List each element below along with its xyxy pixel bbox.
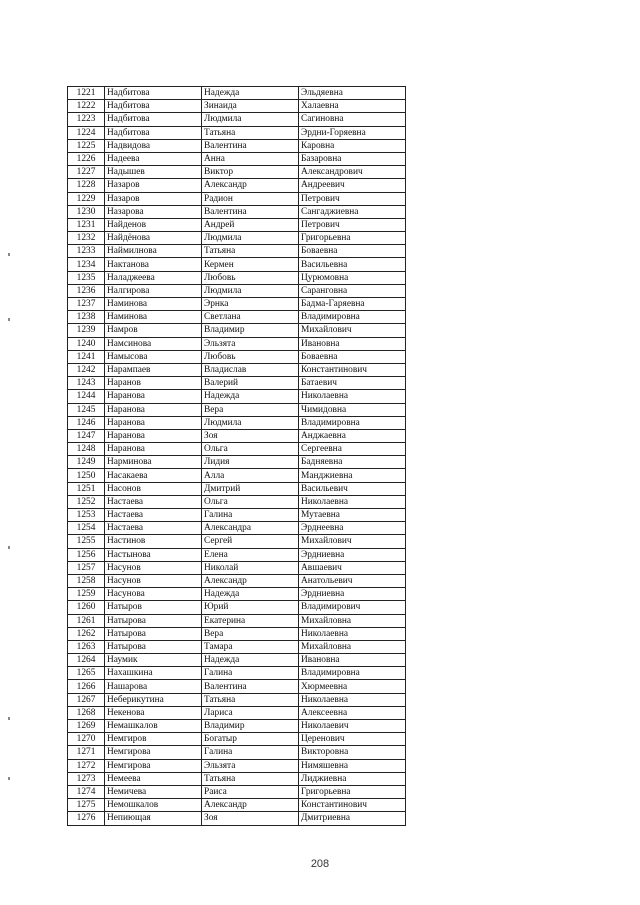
patronymic-cell: Сангаджиевна bbox=[299, 205, 406, 218]
table-row bbox=[68, 482, 406, 495]
table-row bbox=[68, 522, 406, 535]
last-name-cell: Немгирова bbox=[105, 746, 202, 759]
patronymic-cell: Васильевна bbox=[299, 258, 406, 271]
row-number-cell: 1252 bbox=[68, 495, 105, 508]
row-number-cell: 1223 bbox=[68, 113, 105, 126]
row-number-cell: 1272 bbox=[68, 759, 105, 772]
table-row bbox=[68, 179, 406, 192]
first-name-cell: Светлана bbox=[202, 311, 299, 324]
first-name-cell: Сергей bbox=[202, 535, 299, 548]
table-row bbox=[68, 574, 406, 587]
last-name-cell: Наладжеева bbox=[105, 271, 202, 284]
table-row bbox=[68, 680, 406, 693]
patronymic-cell: Александрович bbox=[299, 166, 406, 179]
first-name-cell: Любовь bbox=[202, 271, 299, 284]
patronymic-cell: Бадняевна bbox=[299, 456, 406, 469]
patronymic-cell: Саранговна bbox=[299, 284, 406, 297]
last-name-cell: Насакаева bbox=[105, 469, 202, 482]
row-number-cell: 1249 bbox=[68, 456, 105, 469]
row-number-cell: 1268 bbox=[68, 706, 105, 719]
row-number-cell: 1224 bbox=[68, 126, 105, 139]
patronymic-cell: Анатольевич bbox=[299, 574, 406, 587]
last-name-cell: Немошкалов bbox=[105, 799, 202, 812]
first-name-cell: Надежда bbox=[202, 87, 299, 100]
first-name-cell: Богатыр bbox=[202, 733, 299, 746]
patronymic-cell: Дмитриевна bbox=[299, 812, 406, 825]
first-name-cell: Владимир bbox=[202, 324, 299, 337]
patronymic-cell: Ивановна bbox=[299, 337, 406, 350]
table-row bbox=[68, 785, 406, 798]
patronymic-cell: Николаевна bbox=[299, 627, 406, 640]
first-name-cell: Александра bbox=[202, 522, 299, 535]
row-number-cell: 1246 bbox=[68, 416, 105, 429]
first-name-cell: Раиса bbox=[202, 785, 299, 798]
table-row bbox=[68, 588, 406, 601]
patronymic-cell: Николаевна bbox=[299, 390, 406, 403]
first-name-cell: Андрей bbox=[202, 218, 299, 231]
row-number-cell: 1274 bbox=[68, 785, 105, 798]
row-number-cell: 1265 bbox=[68, 667, 105, 680]
row-number-cell: 1226 bbox=[68, 152, 105, 165]
row-number-cell: 1234 bbox=[68, 258, 105, 271]
patronymic-cell: Михайловна bbox=[299, 640, 406, 653]
table-row bbox=[68, 693, 406, 706]
last-name-cell: Наранова bbox=[105, 443, 202, 456]
row-number-cell: 1273 bbox=[68, 772, 105, 785]
patronymic-cell: Николаевна bbox=[299, 495, 406, 508]
last-name-cell: Наймилнова bbox=[105, 245, 202, 258]
table-row bbox=[68, 337, 406, 350]
row-number-cell: 1248 bbox=[68, 443, 105, 456]
first-name-cell: Зоя bbox=[202, 429, 299, 442]
first-name-cell: Александр bbox=[202, 574, 299, 587]
first-name-cell: Алла bbox=[202, 469, 299, 482]
last-name-cell: Наранова bbox=[105, 429, 202, 442]
patronymic-cell: Васильевич bbox=[299, 482, 406, 495]
first-name-cell: Надежда bbox=[202, 390, 299, 403]
first-name-cell: Ольга bbox=[202, 495, 299, 508]
patronymic-cell: Ивановна bbox=[299, 654, 406, 667]
table-row bbox=[68, 87, 406, 100]
patronymic-cell: Петрович bbox=[299, 192, 406, 205]
patronymic-cell: Бовaевна bbox=[299, 245, 406, 258]
margin-speck bbox=[8, 717, 10, 720]
table-row bbox=[68, 403, 406, 416]
last-name-cell: Наранова bbox=[105, 416, 202, 429]
last-name-cell: Наминова bbox=[105, 298, 202, 311]
patronymic-cell: Лиджиевна bbox=[299, 772, 406, 785]
first-name-cell: Анна bbox=[202, 152, 299, 165]
row-number-cell: 1242 bbox=[68, 363, 105, 376]
row-number-cell: 1262 bbox=[68, 627, 105, 640]
first-name-cell: Надежда bbox=[202, 654, 299, 667]
last-name-cell: Назарова bbox=[105, 205, 202, 218]
first-name-cell: Валентина bbox=[202, 205, 299, 218]
first-name-cell: Людмила bbox=[202, 284, 299, 297]
patronymic-cell: Михайловна bbox=[299, 614, 406, 627]
first-name-cell: Александр bbox=[202, 799, 299, 812]
patronymic-cell: Анджаевна bbox=[299, 429, 406, 442]
last-name-cell: Надбитова bbox=[105, 87, 202, 100]
patronymic-cell: Константинович bbox=[299, 799, 406, 812]
table-row bbox=[68, 548, 406, 561]
first-name-cell: Эрнка bbox=[202, 298, 299, 311]
row-number-cell: 1270 bbox=[68, 733, 105, 746]
table-row bbox=[68, 205, 406, 218]
patronymic-cell: Константинович bbox=[299, 363, 406, 376]
row-number-cell: 1259 bbox=[68, 588, 105, 601]
table-row bbox=[68, 324, 406, 337]
last-name-cell: Непиющая bbox=[105, 812, 202, 825]
row-number-cell: 1257 bbox=[68, 561, 105, 574]
first-name-cell: Эльзята bbox=[202, 337, 299, 350]
last-name-cell: Немичева bbox=[105, 785, 202, 798]
names-table-body bbox=[68, 87, 406, 826]
last-name-cell: Назаров bbox=[105, 179, 202, 192]
patronymic-cell: Владимировна bbox=[299, 416, 406, 429]
first-name-cell: Людмила bbox=[202, 232, 299, 245]
row-number-cell: 1264 bbox=[68, 654, 105, 667]
last-name-cell: Насонов bbox=[105, 482, 202, 495]
table-row bbox=[68, 245, 406, 258]
first-name-cell: Зоя bbox=[202, 812, 299, 825]
last-name-cell: Намсинова bbox=[105, 337, 202, 350]
last-name-cell: Настынова bbox=[105, 548, 202, 561]
table-row bbox=[68, 733, 406, 746]
last-name-cell: Нахашкина bbox=[105, 667, 202, 680]
first-name-cell: Вера bbox=[202, 403, 299, 416]
last-name-cell: Надеева bbox=[105, 152, 202, 165]
patronymic-cell: Николаевич bbox=[299, 720, 406, 733]
table-row bbox=[68, 456, 406, 469]
row-number-cell: 1237 bbox=[68, 298, 105, 311]
first-name-cell: Валентина bbox=[202, 139, 299, 152]
table-row bbox=[68, 706, 406, 719]
first-name-cell: Дмитрий bbox=[202, 482, 299, 495]
patronymic-cell: Нимяшевна bbox=[299, 759, 406, 772]
table-row bbox=[68, 284, 406, 297]
last-name-cell: Найденов bbox=[105, 218, 202, 231]
patronymic-cell: Алексеевна bbox=[299, 706, 406, 719]
first-name-cell: Валентина bbox=[202, 680, 299, 693]
table-row bbox=[68, 509, 406, 522]
patronymic-cell: Батаевич bbox=[299, 377, 406, 390]
row-number-cell: 1238 bbox=[68, 311, 105, 324]
last-name-cell: Немашкалов bbox=[105, 720, 202, 733]
row-number-cell: 1241 bbox=[68, 350, 105, 363]
last-name-cell: Нарампаев bbox=[105, 363, 202, 376]
first-name-cell: Людмила bbox=[202, 113, 299, 126]
table-row bbox=[68, 640, 406, 653]
last-name-cell: Неберикутина bbox=[105, 693, 202, 706]
table-row bbox=[68, 627, 406, 640]
first-name-cell: Галина bbox=[202, 667, 299, 680]
row-number-cell: 1228 bbox=[68, 179, 105, 192]
table-row bbox=[68, 416, 406, 429]
table-row bbox=[68, 166, 406, 179]
row-number-cell: 1261 bbox=[68, 614, 105, 627]
patronymic-cell: Эрдниевна bbox=[299, 548, 406, 561]
table-row bbox=[68, 390, 406, 403]
table-row bbox=[68, 232, 406, 245]
patronymic-cell: Чимидовна bbox=[299, 403, 406, 416]
table-row bbox=[68, 126, 406, 139]
row-number-cell: 1233 bbox=[68, 245, 105, 258]
first-name-cell: Татьяна bbox=[202, 245, 299, 258]
table-row bbox=[68, 614, 406, 627]
last-name-cell: Насунов bbox=[105, 574, 202, 587]
row-number-cell: 1229 bbox=[68, 192, 105, 205]
table-row bbox=[68, 667, 406, 680]
row-number-cell: 1225 bbox=[68, 139, 105, 152]
first-name-cell: Татьяна bbox=[202, 126, 299, 139]
first-name-cell: Николай bbox=[202, 561, 299, 574]
row-number-cell: 1255 bbox=[68, 535, 105, 548]
last-name-cell: Настаева bbox=[105, 522, 202, 535]
last-name-cell: Назаров bbox=[105, 192, 202, 205]
table-row bbox=[68, 720, 406, 733]
table-row bbox=[68, 192, 406, 205]
margin-speck bbox=[8, 253, 10, 256]
last-name-cell: Настинов bbox=[105, 535, 202, 548]
row-number-cell: 1267 bbox=[68, 693, 105, 706]
last-name-cell: Натыров bbox=[105, 601, 202, 614]
table-row bbox=[68, 139, 406, 152]
table-row bbox=[68, 100, 406, 113]
first-name-cell: Лидия bbox=[202, 456, 299, 469]
row-number-cell: 1250 bbox=[68, 469, 105, 482]
table-row bbox=[68, 561, 406, 574]
first-name-cell: Ольга bbox=[202, 443, 299, 456]
patronymic-cell: Эльдяевна bbox=[299, 87, 406, 100]
last-name-cell: Наминова bbox=[105, 311, 202, 324]
table-row bbox=[68, 746, 406, 759]
patronymic-cell: Петрович bbox=[299, 218, 406, 231]
last-name-cell: Нактанова bbox=[105, 258, 202, 271]
patronymic-cell: Хюрмеевна bbox=[299, 680, 406, 693]
first-name-cell: Эльзята bbox=[202, 759, 299, 772]
patronymic-cell: Церенович bbox=[299, 733, 406, 746]
row-number-cell: 1254 bbox=[68, 522, 105, 535]
table-row bbox=[68, 429, 406, 442]
table-row bbox=[68, 152, 406, 165]
patronymic-cell: Бовaевна bbox=[299, 350, 406, 363]
last-name-cell: Надбитова bbox=[105, 113, 202, 126]
table-row bbox=[68, 298, 406, 311]
margin-speck bbox=[8, 546, 10, 549]
last-name-cell: Немеева bbox=[105, 772, 202, 785]
patronymic-cell: Сергеевна bbox=[299, 443, 406, 456]
last-name-cell: Нарминова bbox=[105, 456, 202, 469]
patronymic-cell: Григорьевна bbox=[299, 232, 406, 245]
row-number-cell: 1276 bbox=[68, 812, 105, 825]
table-row bbox=[68, 363, 406, 376]
margin-speck bbox=[8, 777, 10, 780]
last-name-cell: Надбитова bbox=[105, 100, 202, 113]
first-name-cell: Татьяна bbox=[202, 772, 299, 785]
table-row bbox=[68, 759, 406, 772]
patronymic-cell: Эрдни-Горяевна bbox=[299, 126, 406, 139]
first-name-cell: Галина bbox=[202, 509, 299, 522]
last-name-cell: Надвидова bbox=[105, 139, 202, 152]
first-name-cell: Татьяна bbox=[202, 693, 299, 706]
row-number-cell: 1244 bbox=[68, 390, 105, 403]
row-number-cell: 1275 bbox=[68, 799, 105, 812]
first-name-cell: Екатерина bbox=[202, 614, 299, 627]
patronymic-cell: Викторовна bbox=[299, 746, 406, 759]
row-number-cell: 1258 bbox=[68, 574, 105, 587]
last-name-cell: Надышев bbox=[105, 166, 202, 179]
table-row bbox=[68, 799, 406, 812]
margin-speck bbox=[8, 318, 10, 321]
row-number-cell: 1232 bbox=[68, 232, 105, 245]
table-row bbox=[68, 654, 406, 667]
first-name-cell: Зинаида bbox=[202, 100, 299, 113]
row-number-cell: 1240 bbox=[68, 337, 105, 350]
patronymic-cell: Базаровна bbox=[299, 152, 406, 165]
last-name-cell: Наранова bbox=[105, 403, 202, 416]
row-number-cell: 1245 bbox=[68, 403, 105, 416]
row-number-cell: 1271 bbox=[68, 746, 105, 759]
first-name-cell: Тамара bbox=[202, 640, 299, 653]
last-name-cell: Насунова bbox=[105, 588, 202, 601]
table-row bbox=[68, 258, 406, 271]
last-name-cell: Натырова bbox=[105, 640, 202, 653]
patronymic-cell: Сагиновна bbox=[299, 113, 406, 126]
first-name-cell: Людмила bbox=[202, 416, 299, 429]
last-name-cell: Наранов bbox=[105, 377, 202, 390]
first-name-cell: Елена bbox=[202, 548, 299, 561]
row-number-cell: 1251 bbox=[68, 482, 105, 495]
row-number-cell: 1236 bbox=[68, 284, 105, 297]
patronymic-cell: Владимирович bbox=[299, 601, 406, 614]
patronymic-cell: Михайлович bbox=[299, 324, 406, 337]
first-name-cell: Виктор bbox=[202, 166, 299, 179]
row-number-cell: 1231 bbox=[68, 218, 105, 231]
patronymic-cell: Григорьевна bbox=[299, 785, 406, 798]
last-name-cell: Натырова bbox=[105, 627, 202, 640]
first-name-cell: Кермен bbox=[202, 258, 299, 271]
row-number-cell: 1221 bbox=[68, 87, 105, 100]
row-number-cell: 1256 bbox=[68, 548, 105, 561]
row-number-cell: 1253 bbox=[68, 509, 105, 522]
table-row bbox=[68, 535, 406, 548]
first-name-cell: Лариса bbox=[202, 706, 299, 719]
table-row bbox=[68, 218, 406, 231]
first-name-cell: Радион bbox=[202, 192, 299, 205]
row-number-cell: 1263 bbox=[68, 640, 105, 653]
table-row bbox=[68, 311, 406, 324]
patronymic-cell: Владимировна bbox=[299, 667, 406, 680]
table-row bbox=[68, 812, 406, 825]
row-number-cell: 1243 bbox=[68, 377, 105, 390]
last-name-cell: Насунов bbox=[105, 561, 202, 574]
patronymic-cell: Каровна bbox=[299, 139, 406, 152]
first-name-cell: Галина bbox=[202, 746, 299, 759]
row-number-cell: 1266 bbox=[68, 680, 105, 693]
last-name-cell: Нашарова bbox=[105, 680, 202, 693]
patronymic-cell: Бадма-Гаряевна bbox=[299, 298, 406, 311]
last-name-cell: Надбитова bbox=[105, 126, 202, 139]
last-name-cell: Налгирова bbox=[105, 284, 202, 297]
first-name-cell: Александр bbox=[202, 179, 299, 192]
last-name-cell: Немгиров bbox=[105, 733, 202, 746]
row-number-cell: 1227 bbox=[68, 166, 105, 179]
names-table bbox=[67, 86, 406, 826]
table-row bbox=[68, 772, 406, 785]
patronymic-cell: Андреевич bbox=[299, 179, 406, 192]
page-number: 208 bbox=[310, 858, 330, 870]
row-number-cell: 1269 bbox=[68, 720, 105, 733]
patronymic-cell: Мутаевна bbox=[299, 509, 406, 522]
first-name-cell: Владислав bbox=[202, 363, 299, 376]
first-name-cell: Юрий bbox=[202, 601, 299, 614]
table-row bbox=[68, 113, 406, 126]
row-number-cell: 1230 bbox=[68, 205, 105, 218]
last-name-cell: Настаева bbox=[105, 495, 202, 508]
patronymic-cell: Эрдниевна bbox=[299, 588, 406, 601]
first-name-cell: Вера bbox=[202, 627, 299, 640]
row-number-cell: 1222 bbox=[68, 100, 105, 113]
patronymic-cell: Владимировна bbox=[299, 311, 406, 324]
row-number-cell: 1247 bbox=[68, 429, 105, 442]
table-row bbox=[68, 495, 406, 508]
last-name-cell: Натырова bbox=[105, 614, 202, 627]
last-name-cell: Намров bbox=[105, 324, 202, 337]
patronymic-cell: Халаевна bbox=[299, 100, 406, 113]
patronymic-cell: Николаевна bbox=[299, 693, 406, 706]
last-name-cell: Настаева bbox=[105, 509, 202, 522]
patronymic-cell: Авшаевич bbox=[299, 561, 406, 574]
row-number-cell: 1239 bbox=[68, 324, 105, 337]
first-name-cell: Любовь bbox=[202, 350, 299, 363]
patronymic-cell: Михайлович bbox=[299, 535, 406, 548]
patronymic-cell: Манджиевна bbox=[299, 469, 406, 482]
table-row bbox=[68, 443, 406, 456]
first-name-cell: Валерий bbox=[202, 377, 299, 390]
last-name-cell: Наумик bbox=[105, 654, 202, 667]
first-name-cell: Владимир bbox=[202, 720, 299, 733]
row-number-cell: 1260 bbox=[68, 601, 105, 614]
patronymic-cell: Эрднеевна bbox=[299, 522, 406, 535]
table-row bbox=[68, 601, 406, 614]
last-name-cell: Немгирова bbox=[105, 759, 202, 772]
row-number-cell: 1235 bbox=[68, 271, 105, 284]
table-row bbox=[68, 377, 406, 390]
table-row bbox=[68, 469, 406, 482]
table-row bbox=[68, 350, 406, 363]
first-name-cell: Надежда bbox=[202, 588, 299, 601]
patronymic-cell: Цурюмовна bbox=[299, 271, 406, 284]
table-row bbox=[68, 271, 406, 284]
last-name-cell: Наранова bbox=[105, 390, 202, 403]
last-name-cell: Некенова bbox=[105, 706, 202, 719]
last-name-cell: Найдёнова bbox=[105, 232, 202, 245]
last-name-cell: Намысова bbox=[105, 350, 202, 363]
